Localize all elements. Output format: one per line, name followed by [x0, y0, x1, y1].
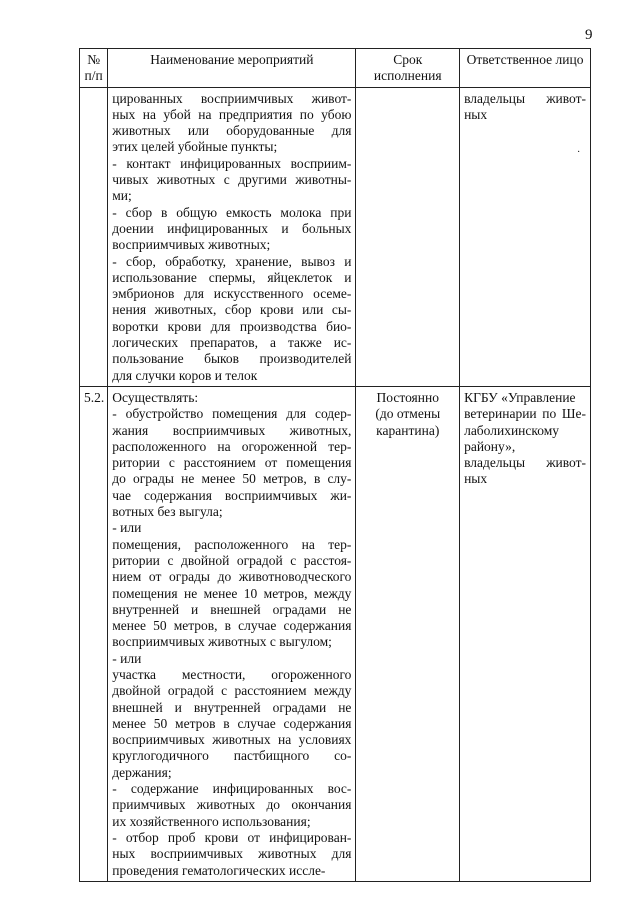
table-row	[80, 87, 591, 386]
cell-line: участка местности, огороженного	[112, 666, 352, 682]
table-row	[80, 386, 591, 881]
cell-line: внутренней и внешней оградами не	[112, 601, 352, 617]
cell-line: - или	[112, 520, 142, 536]
cell-line: ритории с расстоянием от помещения	[112, 455, 352, 471]
cell-line: карантина)	[376, 422, 440, 438]
cell-line: помещения не менее 10 метров, между	[112, 585, 352, 601]
scan-speck: ·	[577, 147, 581, 158]
cell-line: животных или оборудованные для	[112, 123, 352, 139]
cell-line: восприимчивых животных;	[112, 237, 271, 253]
measures-table	[79, 48, 591, 882]
cell-line: ми;	[112, 188, 132, 204]
cell-term	[356, 87, 460, 386]
cell-line: - обустройство помещения для содер-	[112, 406, 352, 422]
page-number: 9	[585, 27, 593, 43]
cell-line: круглогодичного пастбищного со-	[112, 748, 352, 764]
cell-line: эмбрионов для искусственного осеме-	[112, 286, 352, 302]
cell-line: Постоянно	[376, 389, 439, 405]
cell-line: ветеринарии по Ше-	[464, 406, 586, 422]
cell-line: расположенного на огороженной тер-	[112, 438, 352, 454]
cell-line: помещения, расположенного на тер-	[112, 536, 352, 552]
cell-line: воротки крови для производства био-	[112, 318, 352, 334]
cell-line: приимчивых животных до окончания	[112, 797, 352, 813]
header-measures	[108, 49, 356, 88]
cell-line: ных	[464, 106, 488, 122]
cell-line: нием от ограды до животноводческого	[112, 569, 352, 585]
cell-line: ных	[464, 471, 488, 487]
cell-line: восприимчивых животных на условиях	[112, 732, 352, 748]
cell-line: двойной оградой с расстоянием между	[112, 683, 352, 699]
cell-measures	[108, 87, 356, 386]
cell-number: 5.2.	[80, 386, 108, 881]
header-responsible	[460, 49, 591, 88]
cell-line: владельцы живот-	[464, 90, 586, 106]
cell-line: этих целей убойные пункты;	[112, 139, 278, 155]
header-number	[80, 49, 108, 88]
cell-line: Осуществлять:	[112, 389, 199, 405]
cell-line: их хозяйственного использования;	[112, 813, 311, 829]
cell-line: ритории с двойной оградой с расстоя-	[112, 552, 352, 568]
cell-line: владельцы живот-	[464, 455, 586, 471]
cell-line: жания восприимчивых животных,	[112, 422, 352, 438]
cell-line: проведения гематологических иссле-	[112, 862, 326, 878]
cell-measures	[108, 386, 356, 881]
table-header-row	[80, 49, 591, 88]
cell-line: - или	[112, 650, 142, 666]
header-line: исполнения	[373, 68, 442, 84]
header-line: Ответственное лицо	[466, 52, 584, 67]
cell-line: КГБУ «Управление	[464, 389, 576, 405]
cell-line: менее 50 метров в случае содержания	[112, 715, 352, 731]
cell-line: ных на убой на предприятия по убою	[112, 106, 352, 122]
cell-line: до ограды не менее 50 метров, в слу-	[112, 471, 352, 487]
cell-line: ных восприимчивых животных для	[112, 846, 352, 862]
cell-responsible	[460, 386, 591, 881]
header-line: №	[87, 52, 101, 67]
cell-responsible	[460, 87, 591, 386]
cell-number	[80, 87, 108, 386]
cell-line: нения животных, сбор крови или сы-	[112, 302, 352, 318]
cell-line: пользование быков производителей	[112, 351, 352, 367]
cell-line: для случки коров и телок	[112, 367, 258, 383]
header-line: Срок	[393, 52, 423, 67]
cell-line: цированных восприимчивых живот-	[112, 90, 352, 106]
header-term	[356, 49, 460, 88]
cell-line: доении инфицированных и больных	[112, 220, 352, 236]
header-line: п/п	[84, 68, 103, 84]
cell-line: - отбор проб крови от инфицирован-	[112, 829, 352, 845]
cell-line: логических препаратов, а также ис-	[112, 335, 352, 351]
cell-line: держания;	[112, 764, 172, 780]
cell-line: менее 50 метров, в случае содержания	[112, 618, 352, 634]
cell-line: использование спермы, яйцеклеток и	[112, 269, 352, 285]
cell-line: вотных без выгула;	[112, 504, 223, 520]
cell-line: - содержание инфицированных вос-	[112, 781, 352, 797]
cell-line: чае содержания восприимчивых жи-	[112, 487, 352, 503]
cell-line: - контакт инфицированных восприим-	[112, 155, 352, 171]
cell-line: - сбор, обработку, хранение, вывоз и	[112, 253, 352, 269]
cell-line: внешней и внутренней оградами не	[112, 699, 352, 715]
cell-term	[356, 386, 460, 881]
cell-line: восприимчивых животных с выгулом;	[112, 634, 332, 650]
cell-line: чивых животных с другими животны-	[112, 172, 352, 188]
cell-line: району»,	[464, 438, 516, 454]
cell-line: - сбор в общую емкость молока при	[112, 204, 352, 220]
cell-line: (до отмены	[375, 406, 441, 422]
header-line: Наименование мероприятий	[150, 52, 314, 67]
cell-line: лаболихинскому	[464, 422, 560, 438]
